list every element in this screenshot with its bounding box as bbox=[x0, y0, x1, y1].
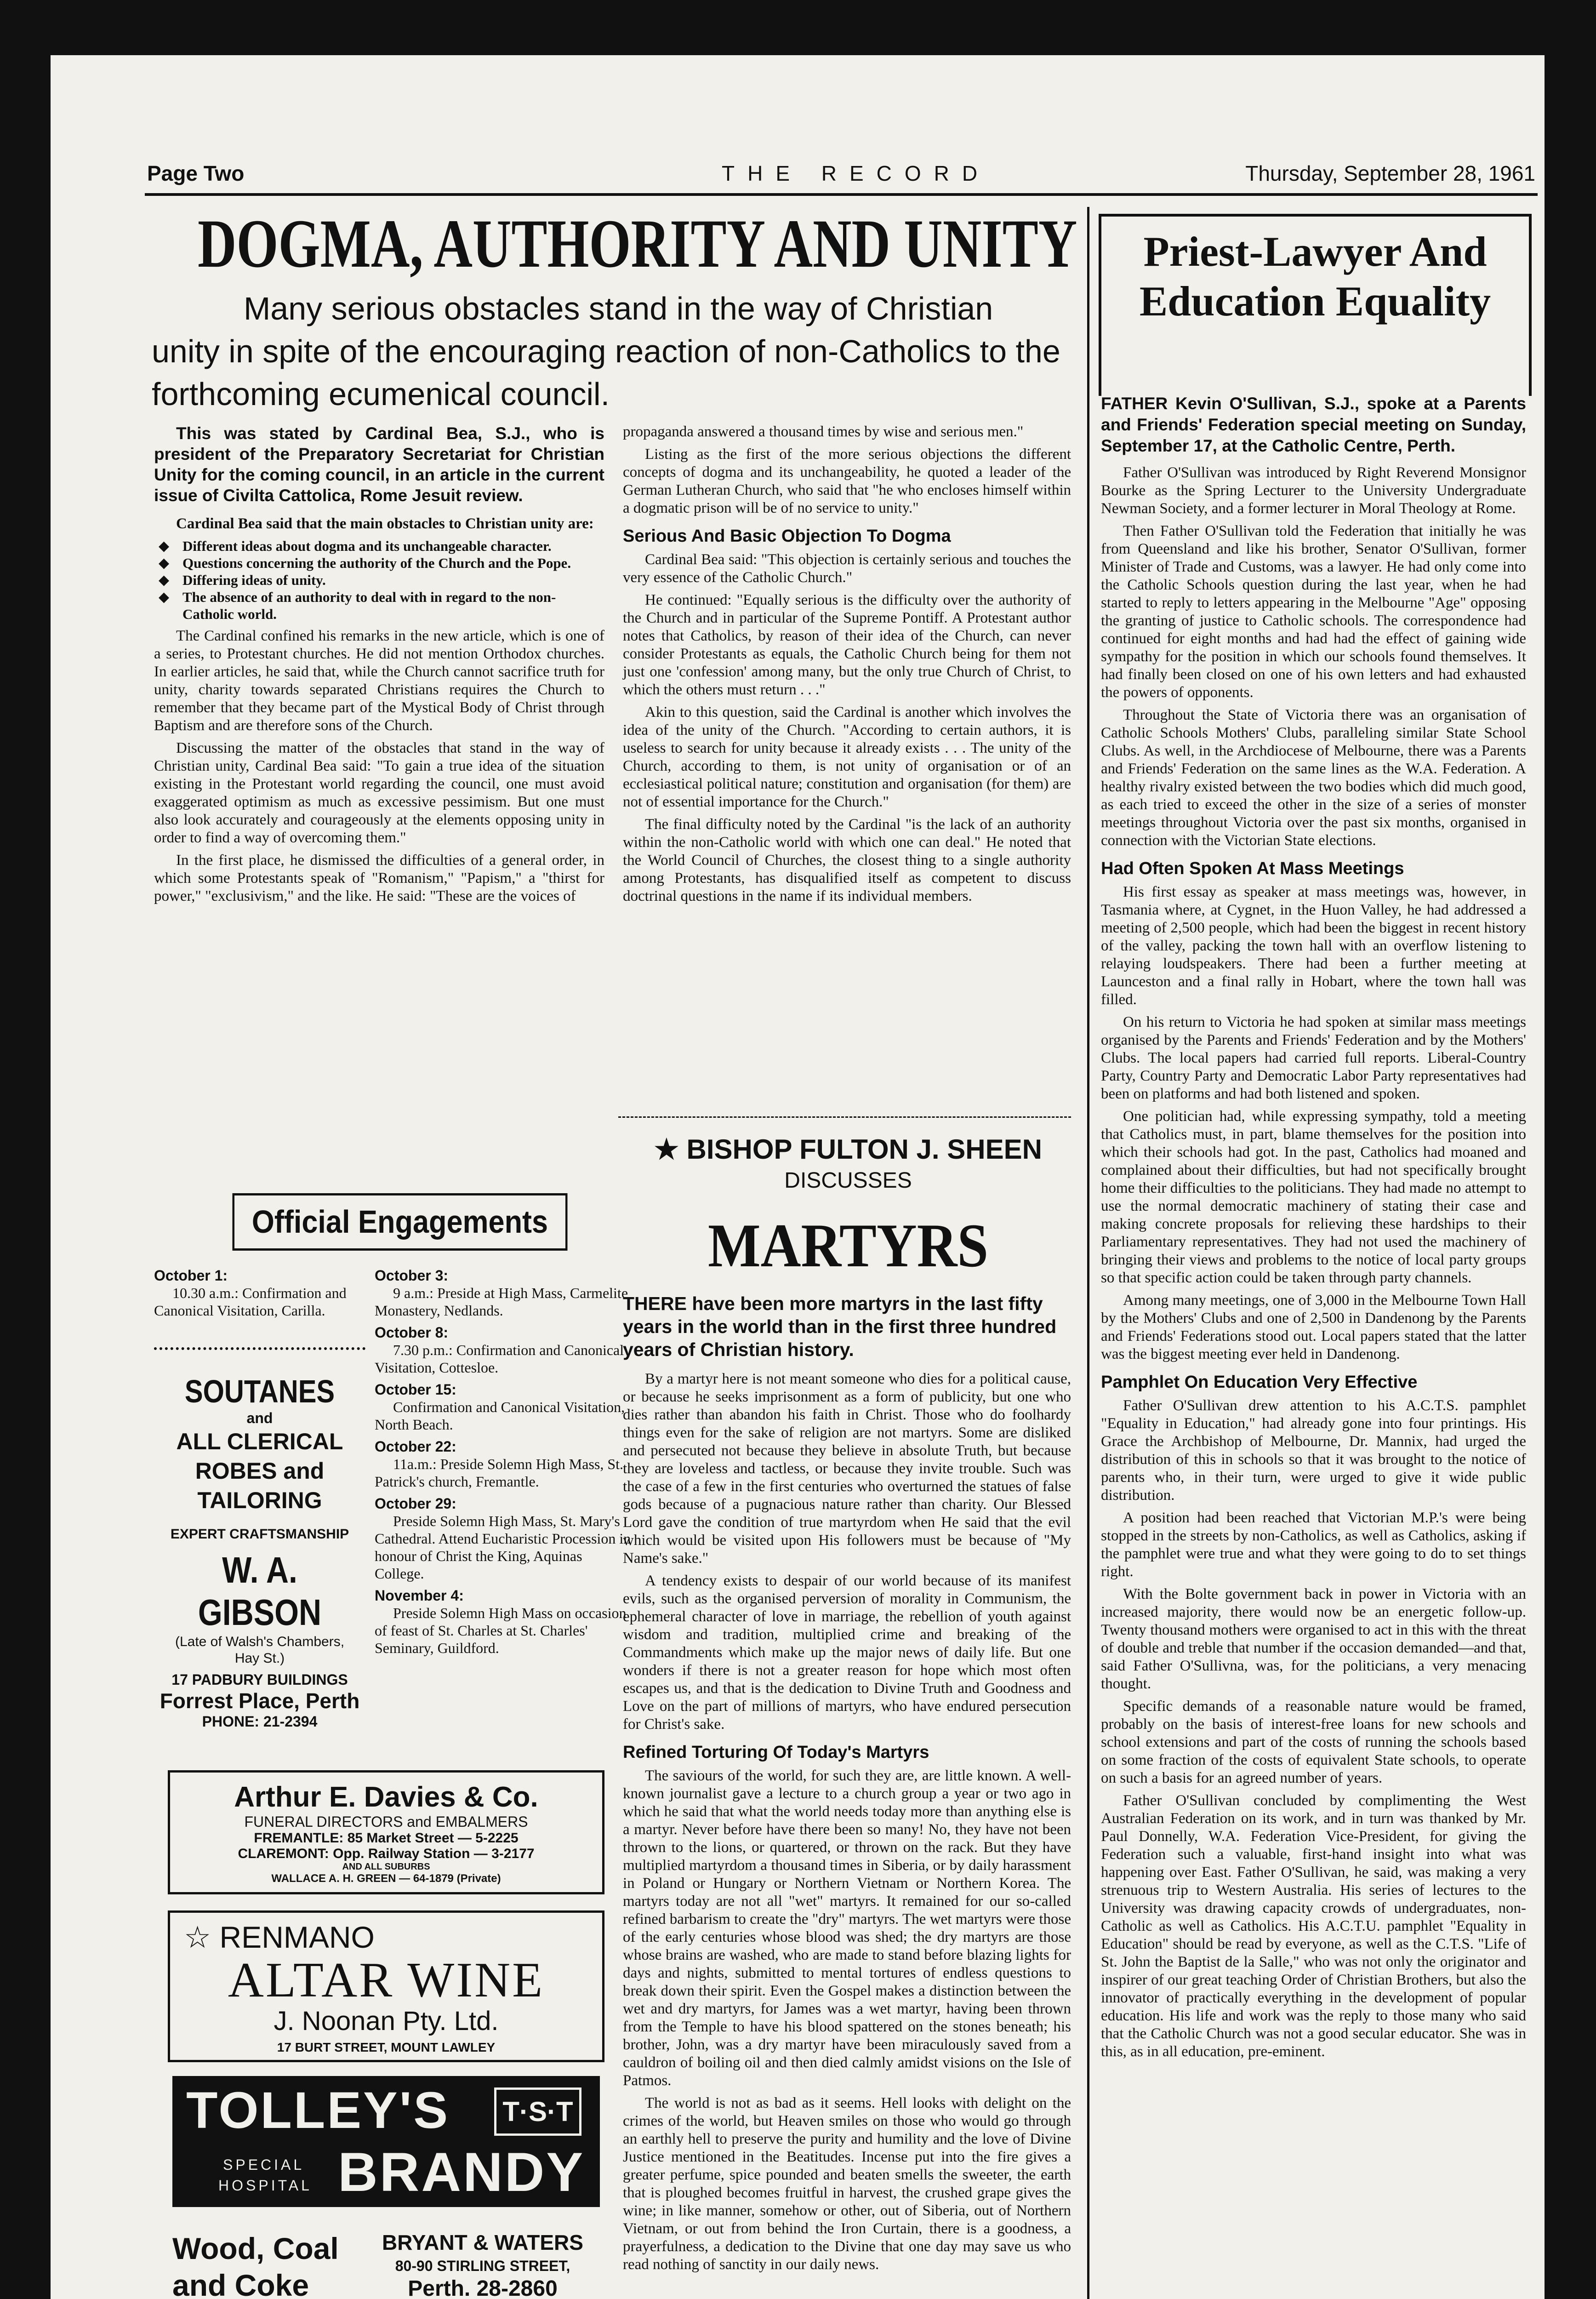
ad-renmano-address: 17 BURT STREET, MOUNT LAWLEY bbox=[277, 2040, 496, 2054]
engagement-text: Preside Solemn High Mass on occasion of feast of St. Charles at St. Charles' Seminary, Guildford. bbox=[375, 1605, 627, 1656]
ad-soutanes-line: ALL CLERICAL bbox=[176, 1429, 343, 1454]
ad-soutanes-line: ROBES and bbox=[195, 1458, 325, 1484]
page-number: Page Two bbox=[147, 161, 245, 185]
engagement-date: October 29: bbox=[375, 1495, 456, 1512]
dogma-paragraph: He continued: "Equally serious is the difficulty over the authority of the Church and in particular of the Supreme Pontiff. A Protestant author notes that Catholics, by reason of their idea of the Church, can never consider Protestants as equals, the Catholic Church being for them not just one 'confession' among many, but the only true Church of Christ, to which the others must return . . ." bbox=[623, 592, 1071, 698]
dogma-paragraph: The Cardinal confined his remarks in the new article, which is one of a series, to Protestant churches. He did not mention Orthodox churches. In earlier articles, he said that, while the Church cannot sacrifice truth for unity, charity towards separated Christians requires the Church to remember that they became part of the Mystical Body of Christ through Baptism and are therefore sons of the Church. bbox=[154, 628, 604, 734]
ad-soutanes-title: SOUTANES bbox=[184, 1373, 335, 1409]
ad-wood-coal bbox=[172, 2225, 600, 2299]
priest-subheading: Pamphlet On Education Very Effective bbox=[1101, 1373, 1418, 1392]
dogma-paragraph: Discussing the matter of the obstacles that stand in the way of Christian unity, Cardinal Bea said: "To gain a true idea of the situation existing in the Protestant world regarding the council, one must avoid exaggerated optimism as much as excessive pessimism. But one must also look accurately and courageously at the elements opposing unity in order to find a way of overcoming them." bbox=[154, 740, 604, 846]
masthead-rule bbox=[145, 193, 1538, 196]
ad-soutanes-line: 17 PADBURY BUILDINGS bbox=[171, 1671, 348, 1688]
dogma-paragraph: propaganda answered a thousand times by wise and serious men." bbox=[623, 423, 1024, 440]
dogma-subheading: Serious And Basic Objection To Dogma bbox=[623, 526, 951, 546]
engagements-left bbox=[154, 1267, 365, 1319]
engagement-date: October 15: bbox=[375, 1381, 456, 1398]
sheen-column bbox=[623, 1292, 1071, 2278]
sheen-paragraph: By a martyr here is not meant someone who dies for a political cause, or because he seeks imprisonment as a form of publicity, but one who dies rather than abandon his faith in Christ. Those who do foolhardy things even for the sake of religion are not martyrs. Some are disliked and persecuted not because they believe in absolute Truth, but because they are loveless and tactless, or because they invite trouble. Such was the case of a few in the first centuries who overturned the statues of false gods because of a pugnacious nature rather than charity. Our Blessed Lord gave the condition of true martyrdom when He said that the evil which would be visited upon His followers must be because of "My Name's sake." bbox=[623, 1371, 1071, 1567]
priest-subheading: Had Often Spoken At Mass Meetings bbox=[1101, 859, 1404, 878]
dogma-paragraph: The final difficulty noted by the Cardinal "is the lack of an authority within the non-Catholic world with which one can deal." He noted that the World Council of Churches, the closest thing to a single authority among Protestants, has disqualified itself as competent to discuss doctrinal questions in the name if its individual members. bbox=[623, 816, 1071, 904]
ad-wood-phone: Perth. 28-2860 bbox=[408, 2276, 558, 2299]
engagement-text: Confirmation and Canonical Visitation, North Beach. bbox=[375, 1399, 625, 1433]
ad-davies-line: FUNERAL DIRECTORS and EMBALMERS bbox=[244, 1813, 528, 1830]
priest-paragraph: Father O'Sullivan drew attention to his A.C.T.S. pamphlet "Equality in Education," had already gone into four printings. His Grace the Archbishop of Melbourne, Dr. Mannix, had urged the distribution of this in schools so that it was brought to the notice of parents who, in their turn, were urged to give it wide public distribution. bbox=[1101, 1397, 1526, 1504]
engagement-text: 10.30 a.m.: Confirmation and Canonical Visitation, Carilla. bbox=[154, 1285, 347, 1319]
ad-tolleys bbox=[172, 2076, 600, 2207]
ad-davies-line: AND ALL SUBURBS bbox=[342, 1862, 430, 1872]
priest-paragraph: Father O'Sullivan was introduced by Right Reverend Monsignor Bourke as the Spring Lecturer to the University Undergraduate Newman Society, and a former lecturer in Moral Theology at Rome. bbox=[1101, 464, 1526, 517]
section-divider bbox=[618, 1116, 1071, 1120]
issue-date: Thursday, September 28, 1961 bbox=[1245, 161, 1535, 185]
ad-renmano-product: ALTAR WINE bbox=[228, 1953, 545, 2007]
obstacle-item: ◆ Differing ideas of unity. bbox=[154, 572, 604, 589]
obstacle-item: ◆ The absence of an authority to deal with in regard to the non-Catholic world. bbox=[154, 589, 604, 623]
ad-wood-line: and Coke bbox=[172, 2268, 309, 2299]
ad-tolleys-line: SPECIAL bbox=[223, 2156, 305, 2173]
priest-column bbox=[1101, 393, 1526, 2065]
priest-paragraph: Then Father O'Sullivan told the Federation that initially he was from Queensland and like his brother, Senator O'Sullivan, former Minister of Trade and Customs, was a lawyer. He had only come into the Catholic Schools question during the last year, when he had started to reply to letters appearing in the Melbourne "Age" opposing the granting of justice to Catholic schools. The correspondence had continued for eight months and had had the effect of gaining wide sympathy for the position in which our schools found themselves. It had finally been closed on one of his own letters and had exhausted the powers of opponents. bbox=[1101, 523, 1526, 701]
ad-davies bbox=[168, 1770, 604, 1894]
engagement-date: October 1: bbox=[154, 1267, 228, 1284]
engagements-right bbox=[375, 1267, 632, 1657]
priest-paragraph: His first essay as speaker at mass meetings was, however, in Tasmania where, at Cygnet, in the Huon Valley, he had addressed a meeting of 2,500 people, which had been the biggest in recent history of the valley, packing the town hall with an overflow listening to relaying loudspeakers. There had been a further meeting at Launceston and a final rally in Hobart, where the town hall was filled. bbox=[1101, 884, 1526, 1008]
ad-davies-line: CLAREMONT: Opp. Railway Station — 3-2177 bbox=[238, 1846, 535, 1861]
priest-headline: Priest-Lawyer And Education Equality bbox=[1139, 228, 1491, 325]
sheen-discusses: DISCUSSES bbox=[784, 1168, 912, 1193]
ad-soutanes-name: W. A. GIBSON bbox=[198, 1550, 322, 1633]
newspaper-page bbox=[51, 55, 1545, 2299]
priest-lead: FATHER Kevin O'Sullivan, S.J., spoke at a Parents and Friends' Federation special meeting on Sunday, September 17, at the Catholic Centre, Perth. bbox=[1101, 394, 1526, 455]
priest-paragraph: Father O'Sullivan concluded by complimenting the West Australian Federation on its work, and in turn was thanked by Mr. Paul Donnelly, W.A. Federation Vice-President, for giving the Federation such a valuable, first-hand insight into what was happening over East. Father O'Sullivan, he said, was making a very strenuous trip to Western Australia. His series of lectures to the University was drawing capacity crowds of undergraduates, non-Catholic as well as Catholics. His A.C.T.U. pamphlet "Equality in Education" should be read by everyone, as well as the C.T.S. "Life of St. John the Baptist de la Salle," who was not only the originator and inspirer of our great teaching Order of Christian Brothers, but also the innovator of practically everything in the development of popular education. His life and work was the reply to those many who said that the Catholic Church was not a good secular educator. She was in this, as in all education, pre-eminent. bbox=[1101, 1792, 1526, 2060]
obstacle-item: ◆ Questions concerning the authority of the Church and the Pope. bbox=[154, 555, 604, 572]
ad-soutanes-line: Forrest Place, Perth bbox=[160, 1689, 360, 1713]
ad-renmano-brand bbox=[170, 1920, 602, 1955]
ad-tolleys-line: HOSPITAL bbox=[218, 2177, 312, 2194]
paper-name: THE RECORD bbox=[722, 161, 991, 185]
tst-logo: T·S·T bbox=[494, 2087, 581, 2136]
engagement-date: October 8: bbox=[375, 1324, 449, 1341]
ad-renmano-brand-text: RENMANO bbox=[219, 1920, 375, 1954]
dogma-paragraph: Akin to this question, said the Cardinal is another which involves the idea of the unity of the Church. "According to certain authors, it is useless to search for unity because it already exists . . . The unity of the Church, according to them, is not unity of organisation or of an ecclesiastical political nature; constitution and organisation (for them) are not of essential importance for the Church." bbox=[623, 704, 1071, 810]
obstacles-intro: Cardinal Bea said that the main obstacles to Christian unity are: bbox=[176, 515, 594, 532]
engagement-text: 9 a.m.: Preside at High Mass, Carmelite Monastery, Nedlands. bbox=[375, 1285, 628, 1319]
sheen-paragraph: A tendency exists to despair of our world because of its manifest evils, such as the organised perversion of morality in Communism, the ephemeral character of love in marriage, the rebellion of youth against wisdom and tradition, multiplied crime and breaking of the Commandments which make up the major news of daily life. But one wonders if there is not a greater reason for hope which most often escapes us, and that is the dedication to Divine Truth and Goodness and Love on the part of millions of martyrs, who have endured persecution for Christ's sake. bbox=[623, 1573, 1071, 1733]
masthead bbox=[147, 161, 1535, 193]
ad-davies-line: FREMANTLE: 85 Market Street — 5-2225 bbox=[254, 1830, 519, 1846]
sheen-lead: THERE have been more martyrs in the last fifty years in the world than in the first three hundred years of Christian history. bbox=[623, 1293, 1057, 1360]
sheen-kicker bbox=[621, 1133, 1076, 1166]
dogma-column-2 bbox=[623, 423, 1071, 910]
engagements-title: Official Engagements bbox=[233, 1193, 568, 1251]
engagement-text: 11a.m.: Preside Solemn High Mass, St. Patrick's church, Fremantle. bbox=[375, 1456, 624, 1490]
ad-soutanes-phone: PHONE: 21-2394 bbox=[202, 1713, 318, 1730]
priest-paragraph: With the Bolte government back in power in Victoria with an increased majority, there would now be an energetic follow-up. Twenty thousand mothers were organised to act in this with the threat of double and treble that number if the occasion demanded—and that, said Father O'Sullivna, was, for the politicians, a very menacing thought. bbox=[1101, 1586, 1526, 1692]
star-outline-icon: ☆ bbox=[184, 1920, 220, 1954]
sheen-subheading: Refined Torturing Of Today's Martyrs bbox=[623, 1743, 929, 1762]
priest-paragraph: Among many meetings, one of 3,000 in the Melbourne Town Hall by the Mothers' Clubs and one of 2,500 in Dandenong by the Parents and Friends' Federations stood out. Local papers stated that the latter was the biggest meeting ever held in Dandenong. bbox=[1101, 1292, 1526, 1362]
ad-wood-line: Wood, Coal bbox=[172, 2231, 339, 2265]
engagement-date: October 22: bbox=[375, 1438, 456, 1455]
ad-davies-name: Arthur E. Davies & Co. bbox=[234, 1781, 538, 1813]
ad-renmano bbox=[168, 1910, 604, 2062]
ad-wood-company: BRYANT & WATERS bbox=[382, 2230, 583, 2254]
priest-paragraph: A position had been reached that Victorian M.P.'s were being stopped in the streets by non-Catholics, as well as Catholics, asking if the pamphlet were true and what they were going to do to set things right. bbox=[1101, 1510, 1526, 1580]
ad-soutanes-line: and bbox=[246, 1410, 273, 1426]
ad-davies-line: WALLACE A. H. GREEN — 64-1879 (Private) bbox=[271, 1872, 501, 1885]
sheen-paragraph: The saviours of the world, for such they are, are little known. A well-known journalist gave a lecture to a church group a year or two ago in which he said that what the world needs today more than anything else is a martyr. Never before have there been so many! No, they have not been thrown to the lions, or quartered, or thrown on the rack. But they have multiplied martyrdom a thousand times in Siberia, or by daily harassment in Poland or Hungary or Northern Vietnam or Northern Korea. The martyrs today are not all "wet" martyrs. It remained for our so-called refined barbarism to create the "dry" martyrs. The wet martyrs were those of the early centuries whose blood was shed; the dry martyrs are those whose brains are washed, who are made to stand before blazing lights for days and nights, submitted to mental tortures of endless questions to break down their spirit. Even the Gospel makes a distinction between the wet and dry martyrs, for James was a wet martyr, having been thrown from the Temple to have his blood spattered on the stones beneath; his brother, John, was a dry martyr have been miraculously saved from a cauldron of boiling oil and then died calmly amidst visions on the Isle of Patmos. bbox=[623, 1767, 1071, 2089]
ad-soutanes-line: (Late of Walsh's Chambers, Hay St.) bbox=[175, 1634, 345, 1666]
engagement-date: November 4: bbox=[375, 1587, 464, 1604]
obstacle-item: ◆ Different ideas about dogma and its unchangeable character. bbox=[154, 538, 604, 555]
ad-renmano-company: J. Noonan Pty. Ltd. bbox=[274, 2006, 499, 2036]
ad-soutanes bbox=[154, 1347, 365, 1819]
obstacles-list bbox=[154, 538, 604, 623]
priest-paragraph: One politician had, while expressing sympathy, told a meeting that Catholics must, in part, blame themselves for the position into which their schools had got. In the past, Catholics had moaned and complained about their difficulties, but had not specifically brought home their difficulties to the politicians. They had made no attempt to use the normal democratic machinery of stating their case and making concrete proposals for relieving these hardships to their Parliamentary representatives. They had not used the machinery of bringing their views and problems to the notice of local party groups so that specific action could be taken through party channels. bbox=[1101, 1108, 1526, 1286]
sheen-kicker-text: BISHOP FULTON J. SHEEN bbox=[686, 1134, 1042, 1165]
star-icon: ★ bbox=[654, 1134, 687, 1165]
dogma-paragraph: Cardinal Bea said: "This objection is certainly serious and touches the very essence of the Catholic Church." bbox=[623, 551, 1071, 586]
ad-soutanes-line: TAILORING bbox=[197, 1487, 322, 1513]
engagement-text: 7.30 p.m.: Confirmation and Canonical Visitation, Cottesloe. bbox=[375, 1342, 624, 1376]
dogma-paragraph: In the first place, he dismissed the difficulties of a general order, in which some Protestants speak of "Romanism," "Papism," a "thirst for power," "exclusivism," and the like. He said: "These are the voices of bbox=[154, 852, 604, 904]
dogma-lead: This was stated by Cardinal Bea, S.J., who is president of the Preparatory Secretariat for Christian Unity for the coming council, in an article in the current issue of Civilta Cattolica, Rome Jesuit review. bbox=[154, 424, 604, 505]
column-rule bbox=[1087, 207, 1089, 2299]
engagement-date: October 3: bbox=[375, 1267, 449, 1284]
ad-soutanes-line: EXPERT CRAFTSMANSHIP bbox=[170, 1527, 349, 1542]
priest-headline-box bbox=[1099, 214, 1532, 396]
sheen-paragraph: The world is not as bad as it seems. Hell looks with delight on the crimes of the world, but Heaven smiles on those who would go through an earthly hell to preserve the purity and humility and the love of Divine Justice mentioned in the Beatitudes. Incense put into the fire gives a greater perfume, spice pounded and beaten smells the sweeter, the earth that is ploughed becomes fruitful in harvest, the crushed grape gives the wine; in like manner, somehow or other, out of Siberia, out of Northern Vietnam, or out from behind the Iron Curtain, there is a goodness, a prayerfulness, a dedication to the Divine that one day may save us who read nothing of sanctity in our daily news. bbox=[623, 2095, 1071, 2273]
dogma-headline: DOGMA, AUTHORITY AND UNITY bbox=[198, 206, 1077, 282]
ad-tolleys-product: BRANDY bbox=[338, 2141, 585, 2203]
dogma-column-1 bbox=[154, 423, 604, 910]
priest-paragraph: On his return to Victoria he had spoken at similar mass meetings organised by the Parents and Friends' Federation and by the Mothers' Clubs. The local papers had carried full reports. Liberal-Country Party, Country Party and Democratic Labor Party representatives had been on platforms and had both listened and spoken. bbox=[1101, 1014, 1526, 1102]
dogma-deck: Many serious obstacles stand in the way of Christian unity in spite of the encouraging reaction of non-Catholics to the forthcoming ecumenical council. bbox=[152, 291, 1060, 412]
engagement-text: Preside Solemn High Mass, St. Mary's Cathedral. Attend Eucharistic Procession in honour of Christ the King, Aquinas College. bbox=[375, 1513, 631, 1582]
priest-paragraph: Throughout the State of Victoria there was an organisation of Catholic Schools Mothers' Clubs, paralleling similar State School Clubs. As well, in the Archdiocese of Melbourne, there was a Parents and Friends' Federation on the same lines as the W.A. Federation. A healthy rivalry existed between the two bodies which did much good, as each tried to exceed the other in the size of a series of monster meetings throughout Victoria over the past six months, organised in connection with the Victorian State elections. bbox=[1101, 707, 1526, 849]
dogma-paragraph: Listing as the first of the more serious objections the different concepts of dogma and its unchangeability, he quoted a leader of the German Lutheran Church, who said that "he who encloses himself within a dogmatic prison will be of no service to unity." bbox=[623, 446, 1071, 516]
ad-wood-address: 80-90 STIRLING STREET, bbox=[395, 2258, 570, 2274]
sheen-headline: MARTYRS bbox=[707, 1212, 989, 1280]
priest-paragraph: Specific demands of a reasonable nature would be framed, probably on the basis of interest-free loans for new schools and school extensions and part of the costs of running the schools based on some fraction of the costs of equivalent State schools, to operate on such a basis for an agreed number of years. bbox=[1101, 1698, 1526, 1786]
ad-tolleys-brand: TOLLEY'S bbox=[186, 2082, 450, 2139]
